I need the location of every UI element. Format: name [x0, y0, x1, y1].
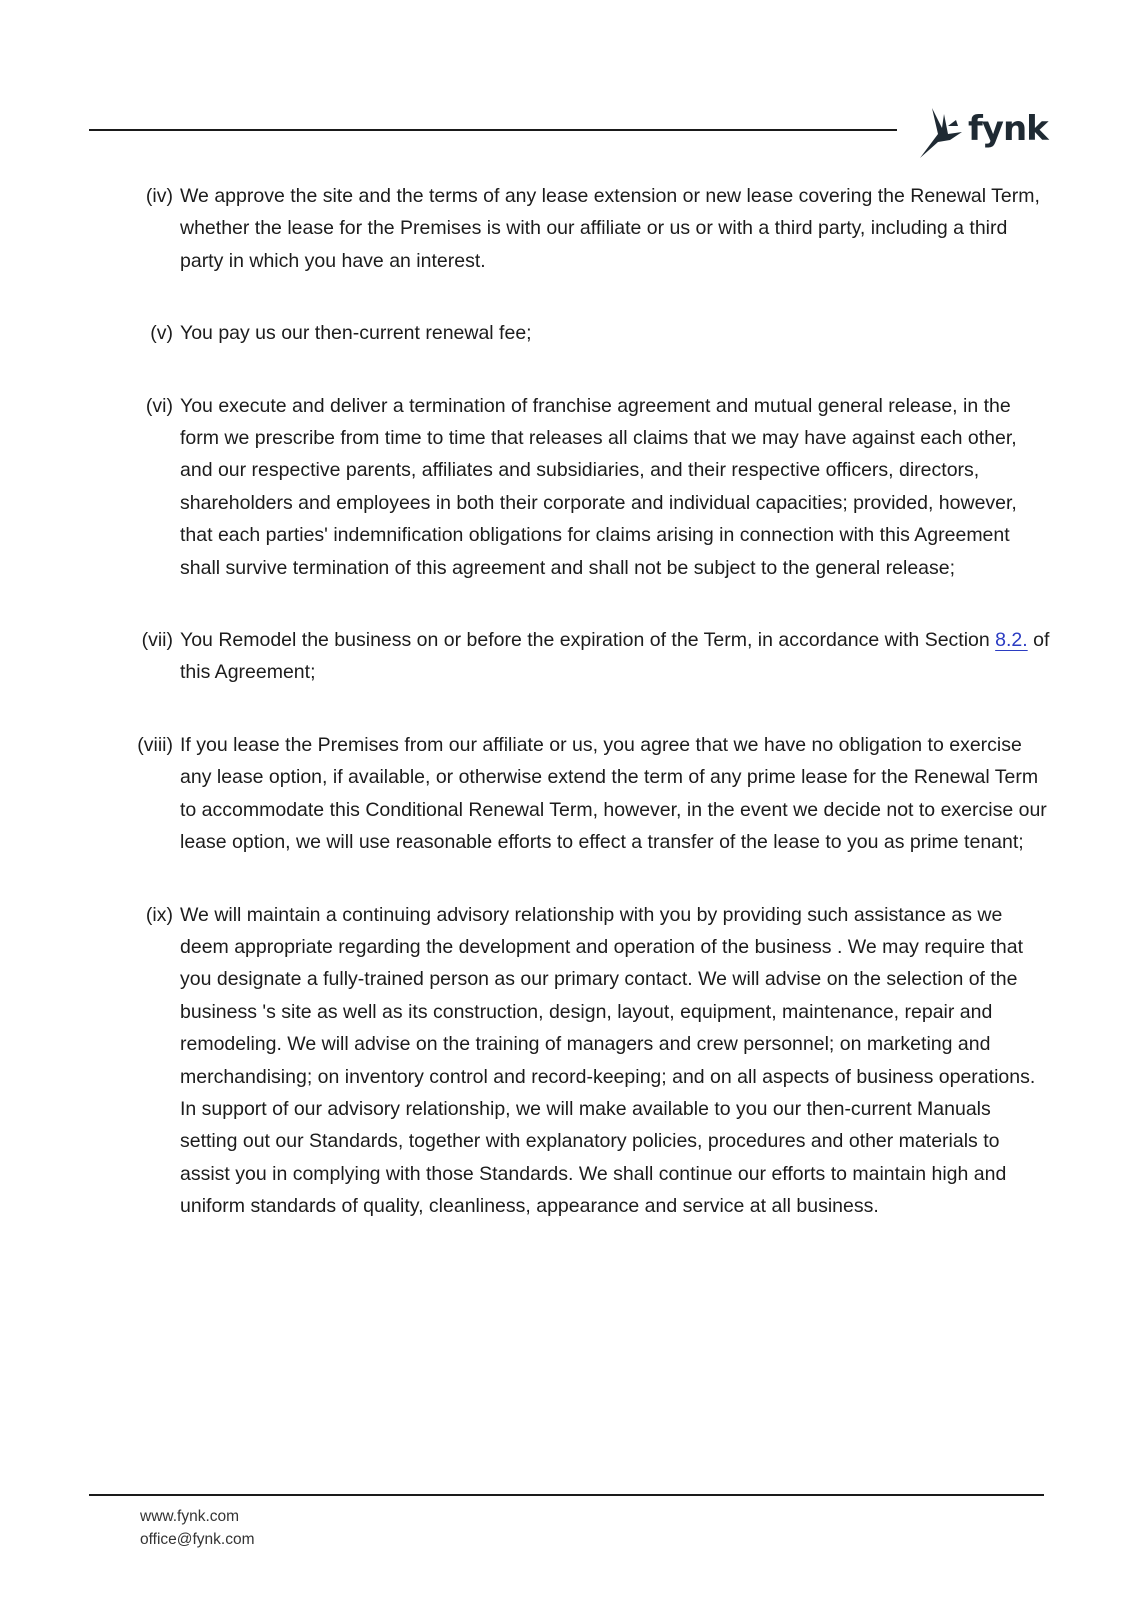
clause-number: (vii) [141, 629, 173, 652]
clause-number: (ix) [145, 903, 173, 926]
clause-iv [0, 180, 1131, 277]
footer-divider [89, 1494, 1044, 1496]
clause-text [180, 624, 1050, 689]
clause-text: We will maintain a continuing advisory relationship with you by providing such assistance as we deem appropriate regarding the development and operation of the business . We may require that you designate a fully-trained person as our primary contact. We will advise on the selection of the business 's site as well as its construction, design, layout, equipment, maintenance, repair and remodeling. We will advise on the training of managers and crew personnel; on marketing and merchandising; on inventory control and record-keeping; and on all aspects of business operations. In support of our advisory relationship, we will make available to you our then-current Manuals setting out our Standards, together with explanatory policies, procedures and other materials to assist you in complying with those Standards. We shall continue our efforts to maintain high and uniform standards of quality, cleanliness, appearance and service at all business. [180, 903, 1036, 1218]
footer-email: office@fynk.com [140, 1531, 255, 1548]
clause-text: We approve the site and the terms of any lease extension or new lease covering the Renewal Term, whether the lease for the Premises is with our affiliate or us or with a third party, including a third party in which you have an interest. [180, 185, 1040, 272]
footer-website: www.fynk.com [140, 1508, 240, 1525]
clause-list [0, 180, 1131, 1263]
clause-ix [0, 899, 1131, 1223]
footer [140, 1505, 255, 1551]
clause-vii [0, 624, 1131, 689]
clause-number: (viii) [137, 733, 173, 756]
clause-text-after-link: of this Agreement; [180, 629, 1050, 684]
clause-text: You pay us our then-current renewal fee; [180, 322, 532, 345]
clause-vi [0, 390, 1131, 584]
clause-text-before-link: You Remodel the business on or before the expiration of the Term, in accordance with Section [180, 629, 996, 652]
clause-number: (v) [150, 322, 173, 345]
logo-text: fynk [968, 109, 1048, 149]
header-divider [89, 129, 897, 131]
section-reference-link[interactable]: 8.2. [995, 629, 1028, 652]
fynk-logo [918, 104, 1048, 160]
bird-logo-icon [918, 104, 964, 160]
clause-number: (iv) [145, 185, 173, 207]
clause-text: You execute and deliver a termination of franchise agreement and mutual general release, in the form we prescribe from time to time that releases all claims that we may have against each other, and our respective parents, affiliates and subsidiaries, and their respective officers, directors, shareholders and employees in both their corporate and individual capacities; provided, however, that each parties' indemnification obligations for claims arising in connection with this Agreement shall survive termination of this agreement and shall not be subject to the general release; [180, 394, 1017, 579]
clause-viii [0, 729, 1131, 859]
clause-number: (vi) [145, 394, 173, 417]
clause-v [0, 317, 1131, 349]
clause-text: If you lease the Premises from our affiliate or us, you agree that we have no obligation to exercise any lease option, if available, or otherwise extend the term of any prime lease for the Renewal Term to accommodate this Conditional Renewal Term, however, in the event we decide not to exercise our lease option, we will use reasonable efforts to effect a transfer of the lease to you as prime tenant; [180, 733, 1047, 854]
